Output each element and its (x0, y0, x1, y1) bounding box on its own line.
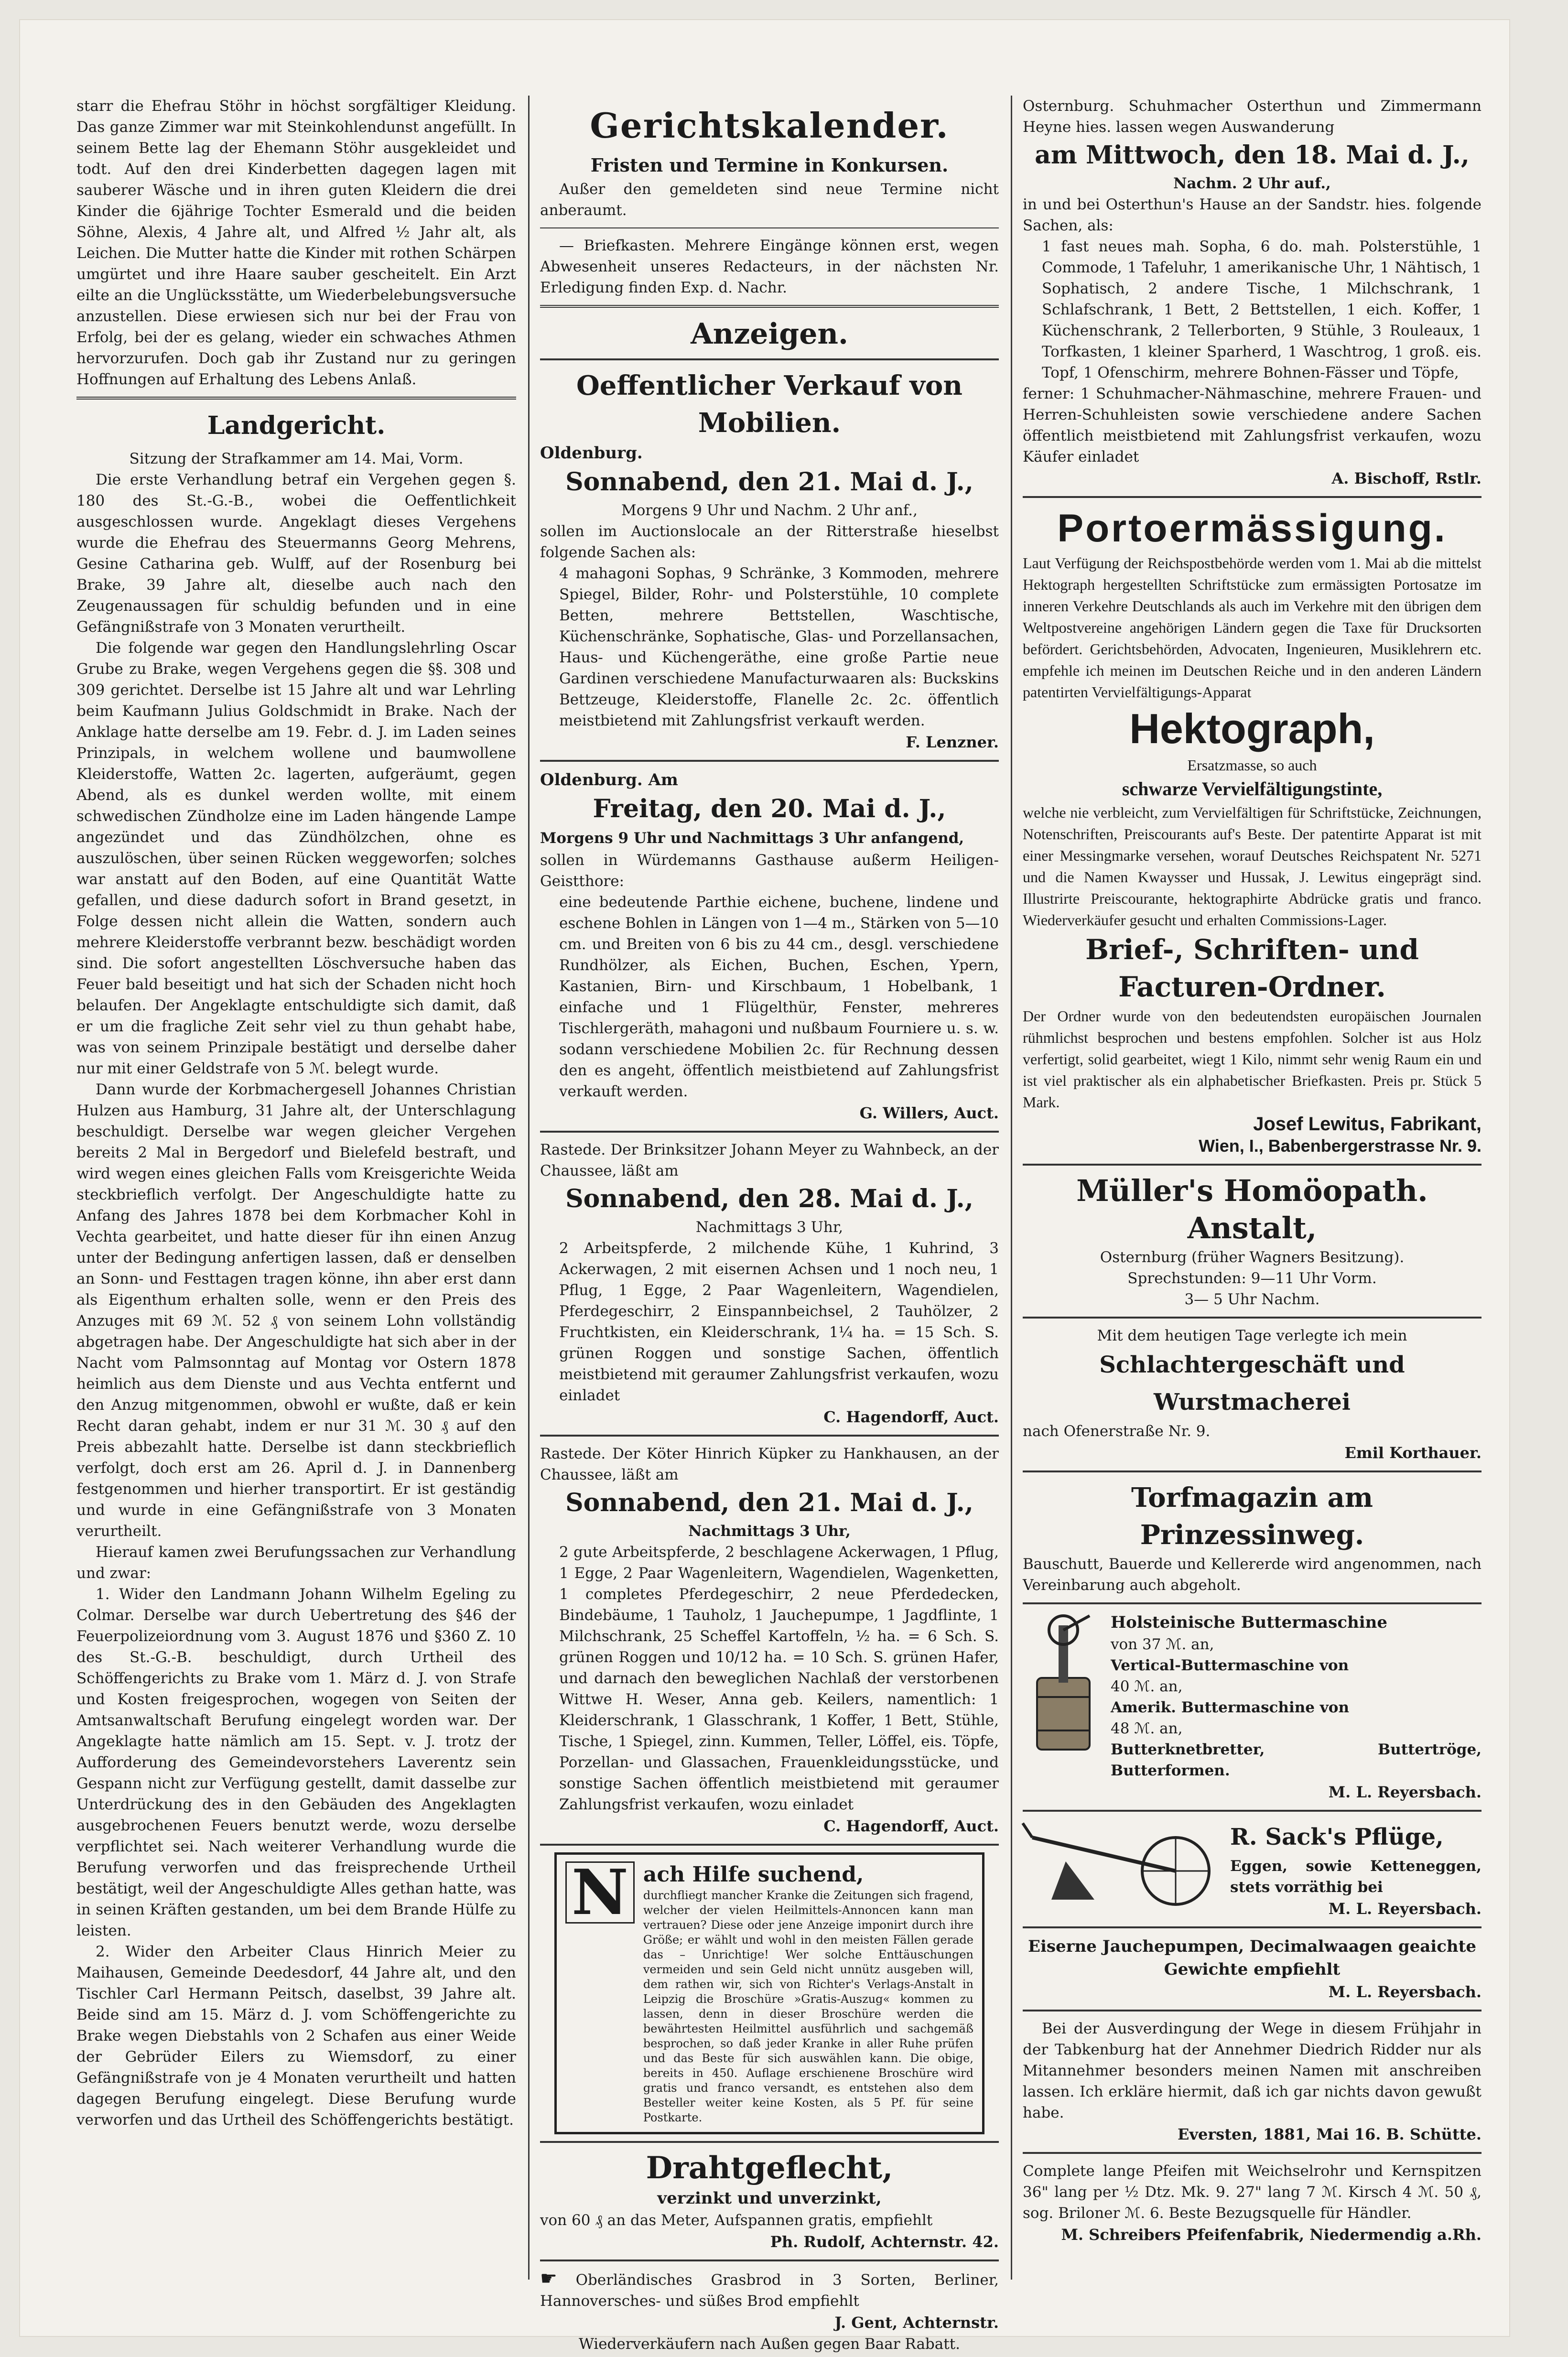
ad-items: 1 fast neues mah. Sopha, 6 do. mah. Polsterstühle, 1 Commode, 1 Tafeluhr, 1 amerikanische Uhr, 1 Nähtisch, 1 Sophatisch, 2 andere Tische, 1 Milchschrank, 1 Schlafschrank, 1 Bett, 2 Bettstellen, 1 eich. Koffer, 1 Küchenschrank, 2 Tellerborten, 9 Stühle, 3 Rouleaux, 1 Torfkasten, 1 kleiner Sparherd, 1 Waschtrog, 1 groß. eis. Topf, 1 Ofenschirm, mehrere Bohnen-Fässer und Töpfe, (1042, 238, 1481, 381)
ad-signature: M. Schreibers Pfeifenfabrik, Niedermendig a.Rh. (1061, 2226, 1481, 2244)
ad-buttermaschine (1023, 1611, 1481, 1803)
ad-text: sollen in Würdemanns Gasthause außerm Heiligen-Geistthore: (540, 852, 999, 890)
ad-note: Wiederverkäufern nach Außen gegen Baar Rabatt. (578, 2335, 961, 2353)
ad-signature: A. Bischoff, Rstlr. (1331, 469, 1481, 487)
paragraph: Außer den gemeldeten sind neue Termine nicht anberaumt. (540, 181, 999, 219)
ad-text: Mit dem heutigen Tage verlegte ich mein (1097, 1327, 1407, 1344)
ad-signature: M. L. Reyersbach. (1328, 1983, 1481, 2001)
ad-headline: Müller's Homöopath. Anstalt, (1076, 1173, 1428, 1245)
ad-date: Freitag, den 20. Mai d. J., (593, 794, 946, 823)
ad-items: eine bedeutende Parthie eichene, buchene, lindene und eschene Bohlen in Längen von 1—4 m., Stärken von 5—10 cm. und Breiten von 6 bis zu 44 cm., desgl. verschiedene Rundhölzer, als Eichen, Buchen, Eschen, Ypern, Kastanien, Birn- und Kirschbaum, 1 Hobelbank, 1 einfache und 1 Flügelthür, Fenster, mehreres Tischlergeräth, mahagoni und nußbaum Fourniere u. s. w. sodann verschiedene Mobilien 2c. für Rechnung dessen den es angeht, öffentlich meistbietend auf Zahlungsfrist verkauft werden. (559, 894, 999, 1100)
ad-text: sollen im Auctionslocale an der Ritterstraße hieselbst folgende Sachen als: (540, 523, 999, 561)
subtitle-konkurse: Fristen und Termine in Konkursen. (590, 154, 949, 176)
ad-text: welche nie verbleicht, zum Vervielfältigen für Schriftstücke, Zeichnungen, Notenschriften, Preiscourants auf's Beste. Der patentirte Apparat ist mit einer Messingmarke versehen, worauf Deutsches Reichspatent Nr. 5271 und die Namen Kwaysser und Hussak, J. Lewitus eingeprägt sind. Illustrirte Preiscourante, hektographirte Abdrücke gratis und franco. Wiederverkäufer gesucht und erhalten Commissions-Lager. (1023, 804, 1481, 929)
ad-line: 40 ℳ. an, (1111, 1678, 1183, 1695)
ad-text-content: Oberländisches Grasbrod in 3 Sorten, Berliner, Hannoversches- und süßes Brod empfiehlt (540, 2271, 999, 2310)
ad-date: am Mittwoch, den 18. Mai d. J., (1035, 141, 1470, 170)
ad-text: Eiserne Jauchepumpen, Decimalwaagen geaichte Gewichte empfiehlt (1028, 1937, 1476, 1979)
divider (1023, 1810, 1481, 1812)
ad-pfeifenfabrik (1023, 2161, 1481, 2246)
ad-date: Sonnabend, den 21. Mai d. J., (565, 467, 973, 497)
divider (540, 305, 999, 308)
paragraph: Dann wurde der Korbmachergesell Johannes Christian Hulzen aus Hamburg, 31 Jahre alt, der Unterschlagung beschuldigt. Derselbe war wegen gleicher Vergehen bereits 2 Mal in Bergedorf und Bielefeld bestraft, und wird wegen eines gleichen Falls vom Kreisgerichte Weida steckbrieflich verfolgt. Der Angeschuldigte hatte zu Anfang des Jahres 1878 bei dem Korbmacher Kohl in Vechta gearbeitet, und hatte dieser für ihn einen Anzug unter der Bedingung anfertigen lassen, daß er denselben an Sonn- und Festtagen tragen könne, ihn aber erst dann als Eigenthum erhalten solle, wenn er den Preis des Anzuges mit 69 ℳ. 52 ₰ von seinem Lohn vollständig abgetragen habe. Der Angeschuldigte hat sich aber in der Nacht vom Palmsonntag auf Montag vor Ostern 1878 heimlich aus dem Dienste und aus Vechta entfernt und den Anzug mitgenommen, obwohl er wußte, daß er kein Recht daran gehabt, indem er nur 31 ℳ. 30 ₰ auf den Preis abbezahlt hatte. Derselbe ist dann steckbrieflich verfolgt, doch erst am 26. April d. J. in Dannenberg festgenommen und hierher transportirt. Er ist geständig und wurde in eine Gefängnißstrafe von 3 Monaten verurtheilt. (76, 1081, 516, 1540)
ad-line: Vertical-Buttermaschine von (1111, 1657, 1349, 1674)
ad-torfmagazin (1023, 1479, 1481, 1596)
ad-date: Sonnabend, den 21. Mai d. J., (565, 1488, 973, 1517)
session-line: Sitzung der Strafkammer am 14. Mai, Vorm. (129, 450, 464, 467)
paragraph: Die folgende war gegen den Handlungslehrling Oscar Grube zu Brake, wegen Vergehens gegen die §§. 308 und 309 gerichtet. Derselbe ist 15 Jahre alt und war Lehrling beim Kaufmann Julius Goldschmidt in Brake. Nach der Anklage hatte derselbe am 19. Febr. d. J. im Laden seines Prinzipals, in welchem wollene und baumwollene Kleiderstoffe, Watten 2c. lagerten, aufgeräumt, gegen Abend, als es dunkel werden wollte, mit einem schwedischen Zündholze eine im Laden hängende Lampe angezündet und das Zündhölzchen, ohne es auszulöschen, über seinen Rücken weggeworfen; solches war anstatt auf den Boden, auf eine Quantität Watte gefallen, und diese dadurch sofort in Brand gesetzt, in Folge dessen nicht allein die Watten, sondern auch mehrere Kleiderstoffe verbrannt bezw. beschädigt worden sind. Die sofort angestellten Löschversuche haben das Feuer bald beseitigt und hat sich der Schaden nicht hoch belaufen. Der Angeklagte entschuldigte sich damit, daß er um die fragliche Zeit sehr viel zu thun gehabt habe, was von seinem Prinzipale bestätigt und derselbe daher nur mit einer Geldstrafe von 5 ℳ. belegt wurde. (76, 639, 516, 1077)
paragraph: 2. Wider den Arbeiter Claus Hinrich Meier zu Maihausen, Gemeinde Deedesdorf, 44 Jahre alt, und den Tischler Carl Hermann Peitsch, daselbst, 39 Jahre alt. Beide sind am 15. März d. J. vom Schöffengerichte zu Brake wegen Diebstahls von 2 Schafen aus einer Weide der Gebrüder Eilers zu Wiemsdorf, zu einer Gefängnißstrafe von je 4 Monaten verurtheilt und hatten dagegen Berufung eingelegt. Diese Berufung wurde verworfen und das Urtheil des Schöffengerichts bestätigt. (76, 1943, 516, 2129)
ad-holz-verkauf (540, 768, 999, 1124)
ad-time: Nachmittags 3 Uhr, (688, 1523, 851, 1540)
section-title-anzeigen: Anzeigen. (691, 317, 848, 351)
ad-place: Oldenburg. (540, 443, 643, 463)
ad-text: durchfliegt mancher Kranke die Zeitungen sich fragend, welcher der vielen Heilmittels-Annoncen kann man vertrauen? Diese oder jene Anzeige imponirt durch ihre Größe; er wählt und wohl in den meisten Fällen gerade das – Unrichtige! Wer solche Enttäuschungen vermeiden und sein Geld nicht unnütz ausgeben will, dem rathen wir, sich von Richter's Verlags-Anstalt in Leipzig die Broschüre »Gratis-Auszug« kommen zu lassen, denn in dieser Broschüre werden die bewährtesten Heilmittel ausführlich und sachgemäß besprochen, so daß jeder Kranke in aller Ruhe prüfen und das Beste für sich auswählen kann. Die obige, bereits in 450. Auflage erschienene Broschüre wird gratis und franco versandt, es entstehen also dem Besteller weiter keine Kosten, als 5 Pf. für seine Postkarte. (643, 1889, 973, 2124)
article-continuation: starr die Ehefrau Stöhr in höchst sorgfältiger Kleidung. Das ganze Zimmer war mit Steinkohlendunst angefüllt. In seinem Bette lag der Ehemann Stöhr ausgekleidet und todt. Auf den drei Kinderbetten dagegen lagen mit sauberer Wäsche und in ihren guten Kleidern die drei Kinder die 6jährige Tochter Esmerald und die beiden Söhne, Alexis, 4 Jahre alt, und Alfred ½ Jahr alt, als Leichen. Die Mutter hatte die Kinder mit rothen Schärpen umgürtet und ihre Haare sauber gescheitelt. Ein Arzt eilte an die Unglücksstätte, um Wiederbelebungsversuche anzustellen. Diese erwiesen sich nur bei der Frau von Erfolg, bei der es gelang, wieder ein schwaches Athmen hervorzurufen. Doch gab ihr Zustand nur zu geringen Hoffnungen auf Erhaltung des Lebens Anlaß. (76, 97, 516, 388)
paragraph: Hierauf kamen zwei Berufungssachen zur Verhandlung und zwar: (76, 1544, 516, 1582)
column-left (76, 96, 516, 2280)
divider (540, 2141, 999, 2143)
ad-homoeopath-anstalt (1023, 1172, 1481, 1310)
ad-osternburg-auswanderung (1023, 96, 1481, 489)
ad-signature: C. Hagendorff, Auct. (823, 1408, 999, 1426)
ad-hours: 3— 5 Uhr Nachm. (1184, 1291, 1320, 1308)
ad-headline: Portoermässigung. (1057, 507, 1447, 550)
ad-time: Morgens 9 Uhr und Nachmittags 3 Uhr anfangend, (540, 830, 964, 847)
decorative-initial: N (565, 1861, 635, 1924)
ad-drahtgeflecht (540, 2150, 999, 2253)
ad-text: Eggen, sowie Ketteneggen, stets vorräthig bei (1230, 1858, 1481, 1896)
ad-text: Ersatzmasse, so auch (1187, 757, 1317, 774)
ad-headline: Schlachtergeschäft und Wurstmacherei (1099, 1351, 1405, 1416)
ad-mobilien-verkauf (540, 367, 999, 753)
ad-signature: M. L. Reyersbach. (1328, 1783, 1481, 1801)
ad-text: ferner: 1 Schuhmacher-Nähmaschine, mehrere Frauen- und Herren-Schuhleisten sowie verschiedene andere Sachen öffentlich meistbietend mit Zahlungsfrist verkaufen, wozu Käufer einladet (1023, 385, 1481, 465)
ad-time: Nachm. 2 Uhr auf., (1173, 175, 1331, 192)
ad-headline: ach Hilfe suchend, (643, 1862, 864, 1887)
divider (540, 1844, 999, 1846)
divider (540, 760, 999, 762)
ad-subline: verzinkt und unverzinkt, (657, 2189, 882, 2208)
ad-text: Osternburg. Schuhmacher Osterthun und Zimmermann Heyne hies. lassen wegen Auswanderung (1023, 97, 1481, 136)
ad-headline-hektograph: Hektograph, (1129, 705, 1375, 752)
ad-pfluege (1023, 1818, 1481, 1920)
ad-headline: Oeffentlicher Verkauf von Mobilien. (576, 370, 962, 439)
notice-signature: Eversten, 1881, Mai 16. B. Schütte. (1177, 2125, 1481, 2143)
ad-signature: Josef Lewitus, Fabrikant, (1253, 1114, 1481, 1135)
notice-text: Bei der Ausverdingung der Wege in diesem Frühjahr in der Tabkenburg hat der Annehmer Diedrich Ridder nur als Mitannehmer besonders meinen Namen mit anschreiben lassen. Ich erkläre hiermit, daß ich gar nichts davon gewußt habe. (1023, 2020, 1481, 2121)
column-divider (528, 96, 530, 2280)
divider (540, 1435, 999, 1437)
column-right (1023, 96, 1481, 2280)
divider (540, 358, 999, 360)
ad-rastede-kuepker (540, 1443, 999, 1837)
ad-hilfe-suchend (554, 1852, 984, 2134)
section-title-gerichtskalender: Gerichtskalender. (590, 105, 949, 146)
newspaper-page (19, 19, 1510, 2353)
column-divider (1011, 96, 1012, 2280)
butter-churn-illustration (1023, 1611, 1104, 1754)
ad-line: Butterknetbretter, Buttertröge, Butterformen. (1111, 1741, 1481, 1779)
divider (1023, 1317, 1481, 1319)
section-title-landgericht: Landgericht. (207, 411, 386, 440)
ad-schlachtergeschaeft (1023, 1325, 1481, 1464)
ad-signature: G. Willers, Auct. (859, 1104, 999, 1122)
ad-headline-ordner: Brief-, Schriften- und Facturen-Ordner. (1085, 933, 1419, 1003)
ad-signature: F. Lenzner. (906, 733, 999, 751)
briefkasten-notice: — Briefkasten. Mehrere Eingänge können erst, wegen Abwesenheit unseres Redacteurs, in der nächsten Nr. Erledigung finden Exp. d. Nachr. (540, 237, 999, 296)
ad-subline: schwarze Vervielfältigungstinte, (1122, 778, 1383, 800)
divider (1023, 2010, 1481, 2011)
divider (76, 397, 516, 400)
ad-line: Amerik. Buttermaschine von (1111, 1699, 1349, 1716)
ad-items: 2 Arbeitspferde, 2 milchende Kühe, 1 Kuhrind, 3 Ackerwagen, 2 mit eisernen Achsen und 1 noch neu, 1 Pflug, 1 Egge, 2 Paar Wagenleitern, Wagendielen, Pferdegeschirr, 2 Einspannbeichsel, 2 Tauhölzer, 2 Fruchtkisten, ein Kleiderschrank, 1¼ ha. = 15 Sch. S. grünen Roggen und sonstige Sachen, öffentlich meistbietend mit geraumer Zahlungsfrist verkaufen, wozu einladet (559, 1240, 999, 1404)
ad-time: Morgens 9 Uhr und Nachm. 2 Uhr anf., (621, 502, 918, 519)
ad-place: Oldenburg. Am (540, 770, 678, 789)
ad-text: Rastede. Der Köter Hinrich Küpker zu Hankhausen, an der Chaussee, läßt am (540, 1445, 999, 1483)
plough-illustration (1023, 1818, 1223, 1914)
divider (1023, 1470, 1481, 1472)
ad-text: in und bei Osterthun's Hause an der Sandstr. hies. folgende Sachen, als: (1023, 196, 1481, 234)
ad-signature: M. L. Reyersbach. (1328, 1900, 1481, 1918)
ad-items: 2 gute Arbeitspferde, 2 beschlagene Ackerwagen, 1 Pflug, 1 Egge, 2 Paar Wagenleitern, Wagendielen, Wagenketten, 1 completes Pferdegeschirr, 2 neue Pferdedecken, Bindebäume, 1 Tauholz, 1 Jauchepumpe, 1 Jagdflinte, 1 Milchschrank, 25 Scheffel Kartoffeln, ½ ha. = 6 Sch. S. grünen Roggen und 10/12 ha. = 10 Sch. S. grünen Hafer, und darnach den beweglichen Nachlaß der verstorbenen Wittwe H. Weser, Anna geb. Keilers, namentlich: 1 Kleiderschrank, 1 Glasschrank, 1 Koffer, 1 Bett, Stühle, Tische, 1 Spiegel, zinn. Kummen, Teller, Löffel, eis. Töpfe, Porzellan- und Glassachen, Frauenkleidungsstücke, und sonstige Sachen öffentlich meistbietend mit geraumer Zahlungsfrist verkaufen, wozu einladet (559, 1544, 999, 1813)
ad-headline: Holsteinische Buttermaschine (1111, 1613, 1388, 1632)
ad-signature: Emil Korthauer. (1344, 1444, 1481, 1462)
ad-text (540, 2268, 999, 2312)
ad-signature: J. Gent, Achternstr. (834, 2314, 999, 2332)
ad-headline: Drahtgeflecht, (646, 2150, 893, 2186)
ad-time: Nachmittags 3 Uhr, (695, 1219, 843, 1236)
ad-jauchepumpen (1023, 1935, 1481, 2003)
ad-text: Der Ordner wurde von den bedeutendsten europäischen Journalen rühmlichst besprochen und bestens empfohlen. Solcher ist aus Holz verfertigt, solid gearbeitet, wiegt 1 Kilo, nimmt sehr wenig Raum ein und ist viel praktischer als ein alphabetischer Briefkasten. Preis pr. Stück 5 Mark. (1023, 1007, 1481, 1111)
ad-date: Sonnabend, den 28. Mai d. J., (565, 1184, 973, 1213)
ad-text: Bauschutt, Bauerde und Kellererde wird angenommen, nach Vereinbarung auch abgeholt. (1023, 1556, 1481, 1594)
ad-text: Complete lange Pfeifen mit Weichselrohr und Kernspitzen 36" lang per ½ Dtz. Mk. 9. 27" lang 7 ℳ. Kirsch 4 ℳ. 50 ₰, sog. Briloner ℳ. 6. Beste Bezugsquelle für Händler. (1023, 2162, 1481, 2222)
ad-text: Laut Verfügung der Reichspostbehörde werden vom 1. Mai ab die mittelst Hektograph hergestellten Schriftstücke zum ermässigten Portosatze im inneren Verkehre Deutschlands als auch im Verkehre mit den übrigen dem Weltpostvereine angehörigen Ländern gegen die Taxe für Drucksorten befördert. Gerichtsbehörden, Advocaten, Ingenieuren, Musiklehrern etc. empfehle ich meinen im Deutschen Reiche und in den anderen Ländern patentirten Vervielfältigungs-Apparat (1023, 554, 1481, 701)
paragraph: Die erste Verhandlung betraf ein Vergehen gegen §. 180 des St.-G.-B., wobei die Oeffentlichkeit ausgeschlossen wurde. Angeklagt dieses Vergehens wurde die Ehefrau des Steuermanns Georg Mehrens, Gesine Catharina geb. Wulff, auf der Rosenburg bei Brake, 39 Jahre alt, dieselbe auch nach den Zeugenaussagen für schuldig befunden und in eine Gefängnißstrafe von 3 Monaten verurtheilt. (76, 471, 516, 636)
ad-address: Wien, I., Babenbergerstrasse Nr. 9. (1199, 1136, 1481, 1156)
paragraph: 1. Wider den Landmann Johann Wilhelm Egeling zu Colmar. Derselbe war durch Uebertretung des §46 der Feuerpolizeiordnung vom 3. August 1876 und §360 Z. 10 des St.-G.-B. beschuldigt, durch Urtheil des Schöffengerichts zu Brake vom 1. März d. J. von Strafe und Kosten freigesprochen, wogegen von Seiten der Amtsanwaltschaft Berufung eingelegt worden war. Der Angeklagte hatte nämlich am 15. Sept. v. J. trotz der Aufforderung des Gemeindevorstehers Laverentz sein Gespann nicht zur Verfügung gestellt, damit dasselbe zur Unterdrückung des in den Gebäuden des Angeklagten ausgebrochenen Feuers benutzt werde, wozu derselbe verpflichtet sei. Nach weiterer Verhandlung wurde die Berufung verworfen und das freisprechende Urtheil bestätigt, weil der Angeschuldigte Alles gethan hatte, was in seinen Kräften gestanden, um bei dem Brande Hülfe zu leisten. (76, 1586, 516, 1939)
ad-grasbrod (540, 2268, 999, 2355)
pointing-hand-icon: ☛ (540, 2268, 557, 2290)
ad-line: 48 ℳ. an, (1111, 1720, 1183, 1737)
ad-text: Rastede. Der Brinksitzer Johann Meyer zu Wahnbeck, an der Chaussee, läßt am (540, 1141, 999, 1179)
ad-signature: Ph. Rudolf, Achternstr. 42. (770, 2233, 999, 2251)
divider (540, 2260, 999, 2261)
divider (1023, 2152, 1481, 2154)
ad-text: nach Ofenerstraße Nr. 9. (1023, 1423, 1211, 1440)
ad-text: von 60 ₰ an das Meter, Aufspannen gratis, empfiehlt (540, 2212, 933, 2229)
ad-rastede-meyer (540, 1139, 999, 1428)
divider (540, 1131, 999, 1133)
ad-headline: R. Sack's Pflüge, (1230, 1824, 1444, 1850)
ad-signature: C. Hagendorff, Auct. (823, 1817, 999, 1835)
ad-line: von 37 ℳ. an, (1111, 1636, 1214, 1653)
divider (1023, 496, 1481, 498)
divider (1023, 1926, 1481, 1928)
ad-items: 4 mahagoni Sophas, 9 Schränke, 3 Kommoden, mehrere Spiegel, Bilder, Rohr- und Polsterstühle, 10 complete Betten, mehrere Bettstellen, Waschtische, Küchenschränke, Sophatische, Glas- und Porzellansachen, Haus- und Küchengeräthe, eine große Partie neue Gardinen verschiedene Manufacturwaaren als: Buckskins Bettzeuge, Kleiderstoffe, Flanelle 2c. 2c. öffentlich meistbietend mit Zahlungsfrist verkauft werden. (559, 565, 999, 729)
ad-hours: Sprechstunden: 9—11 Uhr Vorm. (1127, 1270, 1377, 1287)
notice-schuette (1023, 2018, 1481, 2145)
divider (1023, 1164, 1481, 1166)
ad-place: Osternburg (früher Wagners Besitzung). (1100, 1249, 1405, 1266)
column-middle (540, 96, 999, 2353)
ad-portoermaessigung (1023, 505, 1481, 1157)
divider (540, 227, 999, 228)
ad-headline: Torfmagazin am Prinzessinweg. (1131, 1482, 1373, 1551)
divider (1023, 1602, 1481, 1604)
